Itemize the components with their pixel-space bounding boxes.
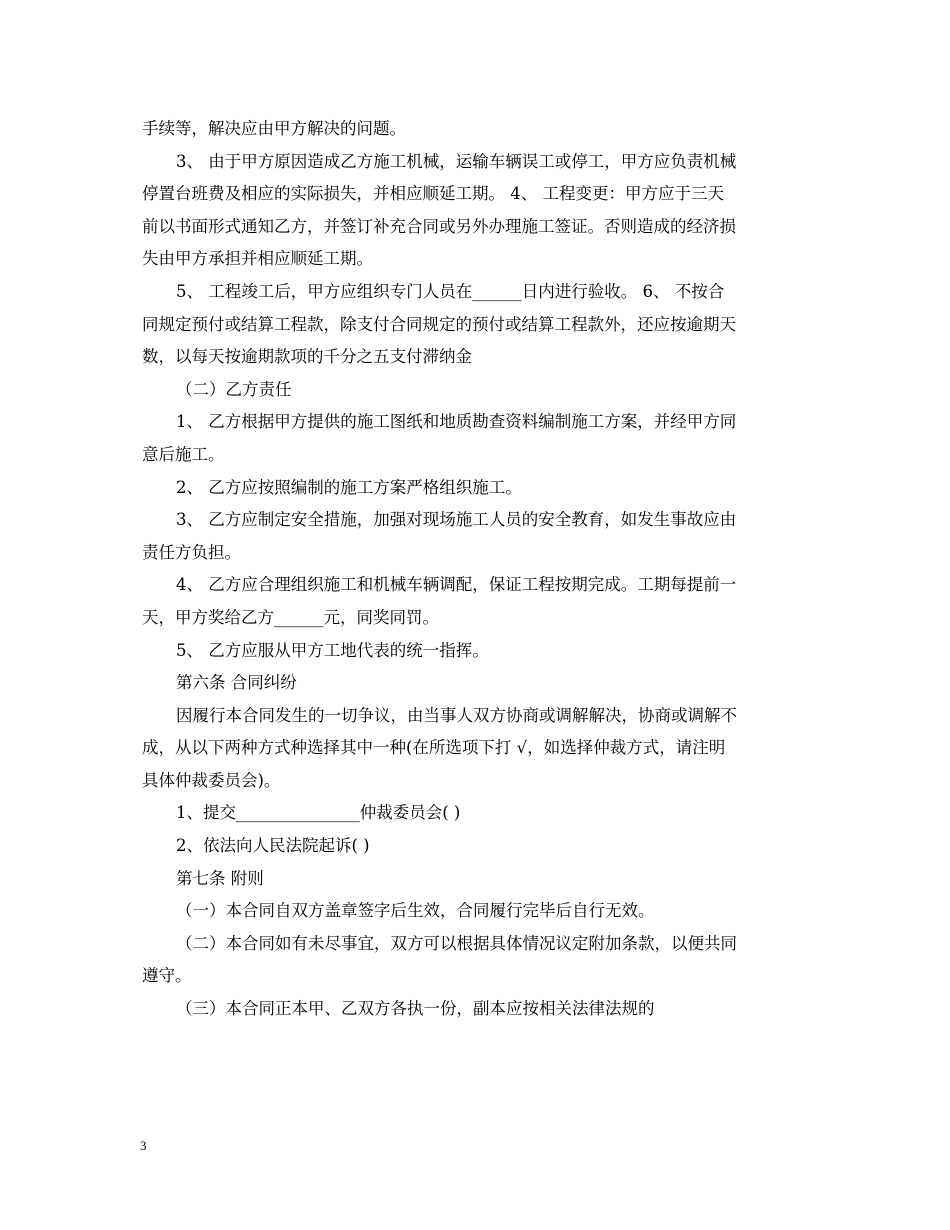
text-line: 失由甲方承担并相应顺延工期。 <box>142 249 373 269</box>
text-line: 第七条 附则 <box>176 868 264 888</box>
text-line: 前以书面形式通知乙方，并签订补充合同或另外办理施工签证。否则造成的经济损 <box>142 216 736 236</box>
text-line: 3、 乙方应制定安全措施，加强对现场施工人员的安全教育，如发生事故应由 <box>176 510 737 530</box>
text-line: （二）乙方责任 <box>176 379 292 399</box>
text-line: 数，以每天按逾期款项的千分之五支付滞纳金 <box>142 347 472 367</box>
text-line: 手续等，解决应由甲方解决的问题。 <box>142 119 406 138</box>
text-line: 5、 乙方应服从甲方工地代表的统一指挥。 <box>176 640 489 660</box>
text-line: （二）本合同如有未尽事宜，双方可以根据具体情况议定附加条款，以便共同 <box>176 933 737 953</box>
text-line: 因履行本合同发生的一切争议，由当事人双方协商或调解解决，协商或调解不 <box>176 705 737 725</box>
text-line: 4、 乙方应合理组织施工和机械车辆调配，保证工程按期完成。工期每提前一 <box>176 575 737 595</box>
text-line: 具体仲裁委员会)。 <box>142 770 281 790</box>
text-line: 责任方负担。 <box>142 542 241 562</box>
text-line: 第六条 合同纠纷 <box>176 673 297 693</box>
text-line: 成，从以下两种方式种选择其中一种(在所选项下打 √，如选择仲裁方式，请注明 <box>142 738 726 758</box>
text-line: （三）本合同正本甲、乙双方各执一份，副本应按相关法律法规的 <box>176 999 655 1019</box>
text-line: 天，甲方奖给乙方______元，同奖同罚。 <box>142 607 439 627</box>
text-line: 1、 乙方根据甲方提供的施工图纸和地质勘查资料编制施工方案，并经甲方同 <box>176 412 737 432</box>
text-line: 1、提交_______________仲裁委员会( ) <box>176 803 461 823</box>
text-line: （一）本合同自双方盖章签字后生效，合同履行完毕后自行无效。 <box>176 901 655 921</box>
text-line: 5、 工程竣工后，甲方应组织专门人员在______日内进行验收。 6、 不按合 <box>176 281 725 301</box>
text-line: 同规定预付或结算工程款，除支付合同规定的预付或结算工程款外，还应按逾期天 <box>142 314 736 334</box>
document-body <box>142 113 812 1026</box>
text-line: 3、 由于甲方原因造成乙方施工机械，运输车辆误工或停工，甲方应负责机械 <box>176 151 737 171</box>
text-line: 遵守。 <box>142 966 192 986</box>
text-line: 2、依法向人民法院起诉( ) <box>176 836 370 856</box>
text-line: 意后施工。 <box>142 444 225 464</box>
text-line: 停置台班费及相应的实际损失，并相应顺延工期。 4、 工程变更：甲方应于三天 <box>142 184 724 204</box>
text-line: 2、 乙方应按照编制的施工方案严格组织施工。 <box>176 477 522 497</box>
page-number: 3 <box>140 1138 147 1153</box>
